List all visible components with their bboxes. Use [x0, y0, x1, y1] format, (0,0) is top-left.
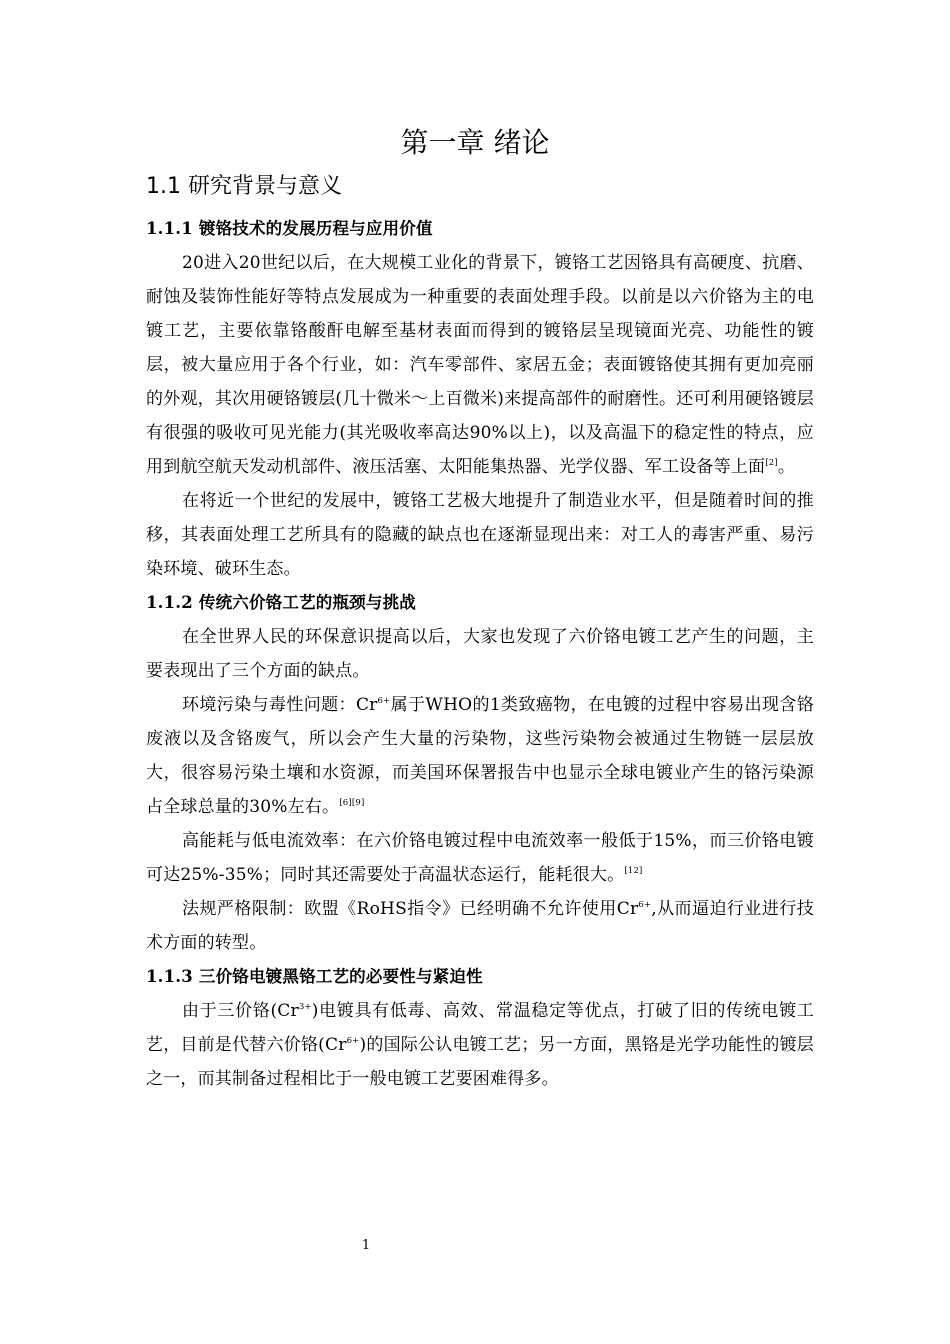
paragraph-text: 法规严格限制：欧盟《RoHS指令》已经明确不允许使用Cr: [182, 899, 639, 919]
body-text: [146, 212, 814, 1096]
section-heading-1-1: 1.1 研究背景与意义: [146, 174, 342, 199]
paragraph-text: 20进入20世纪以后，在大规模工业化的背景下，镀铬工艺因铬具有高硬度、抗磨、耐蚀及装饰性能好等特点发展成为一种重要的表面处理手段。以前是以六价铬为主的电镀工艺，主要依靠铬酸酐电解至基材表面而得到的镀铬层呈现镜面光亮、功能性的镀层，被大量应用于各个行业，如：汽车零部件、家居五金；表面镀铬使其拥有更加亮丽的外观，其次用硬铬镀层(几十微米～上百微米)来提高部件的耐磨性。还可利用硬铬镀层有很强的吸收可见光能力(其光吸收率高达90%以上)，以及高温下的稳定性的特点，应用到航空航天发动机部件、液压活塞、太阳能集热器、光学仪器、军工设备等上面: [146, 253, 814, 477]
paragraph-text: 高能耗与低电流效率：在六价铬电镀过程中电流效率一般低于15%，而三价铬电镀可达25%-35%；同时其还需要处于高温状态运行，能耗很大。: [146, 831, 814, 885]
paragraph-text: 属于WHO的1类致癌物，在电镀的过程中容易出现含铬废液以及含铬废气，所以会产生大量的污染物，这些污染物会被通过生物链一层层放大，很容易污染土壤和水资源，而美国环保署报告中也显示全球电镀业产生的铬污染源占全球总量的30%左右。: [146, 695, 814, 817]
paragraph-text: 由于三价铬(Cr: [182, 1001, 299, 1021]
paragraph-text: ,从而逼迫行业进行技术方面的转型。: [146, 899, 814, 953]
superscript-charge: 6+: [638, 900, 652, 910]
paragraph-text: 环境污染与毒性问题：Cr: [182, 695, 378, 715]
paragraph-chrome-drawbacks: 在将近一个世纪的发展中，镀铬工艺极大地提升了制造业水平，但是随着时间的推移，其表面处理工艺所具有的隐藏的缺点也在逐渐显现出来：对工人的毒害严重、易污染环境、破环生态。: [146, 491, 814, 579]
paragraph-pollution-toxicity: [146, 688, 814, 824]
paragraph-hexavalent-intro: 在全世界人民的环保意识提高以后，大家也发现了六价铬电镀工艺产生的问题，主要表现出了三个方面的缺点。: [146, 627, 814, 681]
citation-ref: [12]: [624, 866, 643, 876]
paragraph-tail: 。: [777, 457, 796, 477]
paragraph-text: )的国际公认电镀工艺；另一方面，黑铬是光学功能性的镀层之一，而其制备过程相比于一般电镀工艺要困难得多。: [146, 1035, 815, 1089]
chapter-title: 第一章 绪论: [400, 126, 550, 159]
superscript-charge: 3+: [298, 1002, 312, 1012]
subsection-heading-1-1-3: 1.1.3 三价铬电镀黑铬工艺的必要性与紧迫性: [146, 967, 483, 986]
page-number: 1: [361, 1238, 371, 1253]
paragraph-text: )电镀具有低毒、高效、常温稳定等优点，打破了旧的传统电镀工艺，目前是代替六价铬(Cr: [146, 1001, 814, 1055]
superscript-charge: 6+: [346, 1036, 360, 1046]
superscript-charge: 6+: [377, 696, 391, 706]
paragraph-trivalent-necessity: [146, 994, 814, 1096]
subsection-heading-1-1-2: 1.1.2 传统六价铬工艺的瓶颈与挑战: [146, 593, 416, 612]
subsection-heading-1-1-1: 1.1.1 镀铬技术的发展历程与应用价值: [146, 219, 433, 238]
paragraph-regulations: [146, 892, 814, 960]
citation-ref: [2]: [765, 458, 778, 468]
citation-ref: [6][9]: [339, 798, 365, 808]
paragraph-energy-efficiency: [146, 824, 814, 892]
paragraph-chrome-history: [146, 246, 814, 484]
